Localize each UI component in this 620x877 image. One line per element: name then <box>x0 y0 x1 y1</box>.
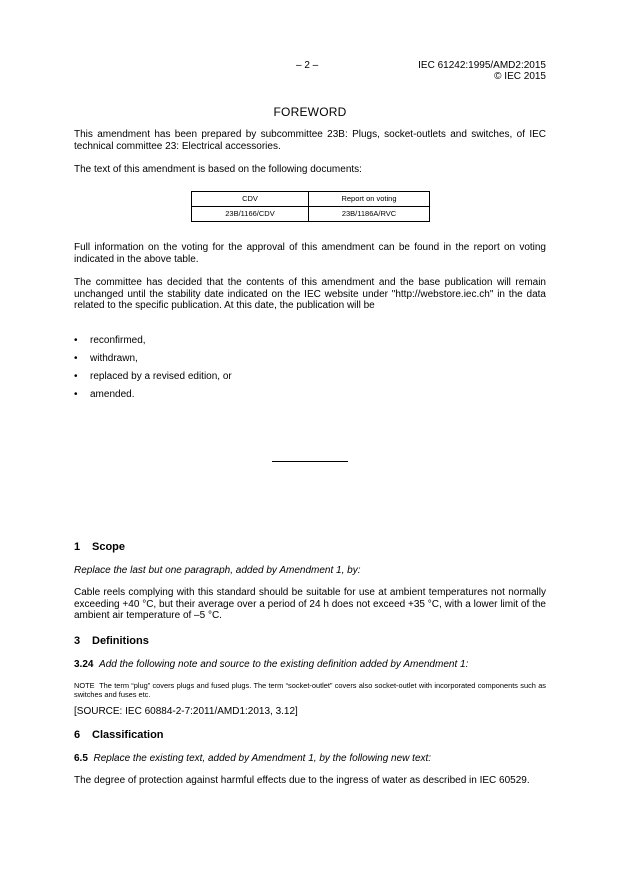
table-header-cell: Report on voting <box>309 192 430 207</box>
definition-source: [SOURCE: IEC 60884-2-7:2011/AMD1:2013, 3.12] <box>74 706 298 717</box>
section-heading-scope: 1 Scope <box>74 541 126 553</box>
clause-number: 3.24 <box>74 659 94 670</box>
note-label: NOTE <box>74 681 95 690</box>
foreword-stability: The committee has decided that the contents of this amendment and the base publication will remain unchanged until the stability date indicated on the IEC website under "http://webstore.iec.ch" in the data related to the specific publication. At this date, the publication will be <box>74 277 546 311</box>
bullet-icon: • <box>74 371 78 382</box>
copyright-notice: © IEC 2015 <box>494 71 546 82</box>
note-text: The term “plug” covers plugs and fused plugs. The term “socket-outlet” covers also socket-outlet with incorporated components such as switches and fuses etc. <box>74 681 547 699</box>
section-divider <box>272 461 348 462</box>
page-number: – 2 – <box>296 60 319 71</box>
scope-instruction: Replace the last but one paragraph, added by Amendment 1, by: <box>74 565 361 576</box>
document-page: – 2 – IEC 61242:1995/AMD2:2015 © IEC 2015 FOREWORD This amendment has been prepared by subcommittee 23B: Plugs, socket-outlets and switches, of IEC technical committee 23: Electrical accessories. The text of this amendment is based on the following documents: CDV Report on voting 23B/1166/CDV 23B/1186A/RVC Full information on the voting for the approval of this amendment can be found in the report on voting indicated in the above table. The committee has decided that the contents of this amendment and the base publication will remain unchanged until the stability date indicated on the IEC website under "http://webstore.iec.ch" in the data related to the specific publication. At this date, the publication will be • reconfirmed, • withdrawn, • replaced by a revised edition, or • amended. 1 Scope Replace the last but one paragraph, added by Amendment 1, by: Cable reels complying with this standard should be suitable for use at ambient temperatures not normally exceeding +40 °C, but their average over a period of 24 h does not exceed +35 °C, with a lower limit of the ambient air temperature of –5 °C. 3 Definitions 3.24 Add the following note and source to the existing definition added by Amendment 1: NOTE The term “plug” covers plugs and fused plugs. The term “socket-outlet” covers also socket-outlet with incorporated components such as switches and fuses etc. [SOURCE: IEC 60884-2-7:2011/AMD1:2013, 3.12] 6 Classification 6.5 Replace the existing text, added by Amendment 1, by the following new text: The degree of protection against harmful effects due to the ingress of water as described in IEC 60529. <box>0 0 620 877</box>
definitions-clause <box>74 659 546 671</box>
foreword-voting-info: Full information on the voting for the approval of this amendment can be found in the report on voting indicated in the above table. <box>74 242 546 265</box>
foreword-intro: This amendment has been prepared by subcommittee 23B: Plugs, socket-outlets and switches, of IEC technical committee 23: Electrical accessories. <box>74 129 546 152</box>
scope-text: Cable reels complying with this standard should be suitable for use at ambient temperatures not normally exceeding +40 °C, but their average over a period of 24 h does not exceed +35 °C, with a lower limit of the ambient air temperature of –5 °C. <box>74 587 546 621</box>
section-heading-classification: 6 Classification <box>74 729 164 741</box>
foreword-based-on: The text of this amendment is based on the following documents: <box>74 164 362 175</box>
bullet-icon: • <box>74 335 78 346</box>
definition-note <box>74 681 546 699</box>
foreword-title: FOREWORD <box>273 105 347 119</box>
bullet-icon: • <box>74 389 78 400</box>
table-cell: 23B/1166/CDV <box>192 207 309 222</box>
table-header-row <box>192 192 430 207</box>
clause-instruction: Replace the existing text, added by Amendment 1, by the following new text: <box>93 753 432 764</box>
standard-reference <box>418 60 546 82</box>
voting-documents-table <box>191 191 430 222</box>
table-header-cell: CDV <box>192 192 309 207</box>
clause-instruction: Add the following note and source to the existing definition added by Amendment 1: <box>99 659 469 670</box>
classification-clause <box>74 753 546 765</box>
section-heading-definitions: 3 Definitions <box>74 635 149 647</box>
standard-id: IEC 61242:1995/AMD2:2015 <box>418 60 546 71</box>
clause-number: 6.5 <box>74 753 88 764</box>
table-cell: 23B/1186A/RVC <box>309 207 430 222</box>
table-row <box>192 207 430 222</box>
classification-text: The degree of protection against harmful effects due to the ingress of water as described in IEC 60529. <box>74 775 530 786</box>
bullet-icon: • <box>74 353 78 364</box>
